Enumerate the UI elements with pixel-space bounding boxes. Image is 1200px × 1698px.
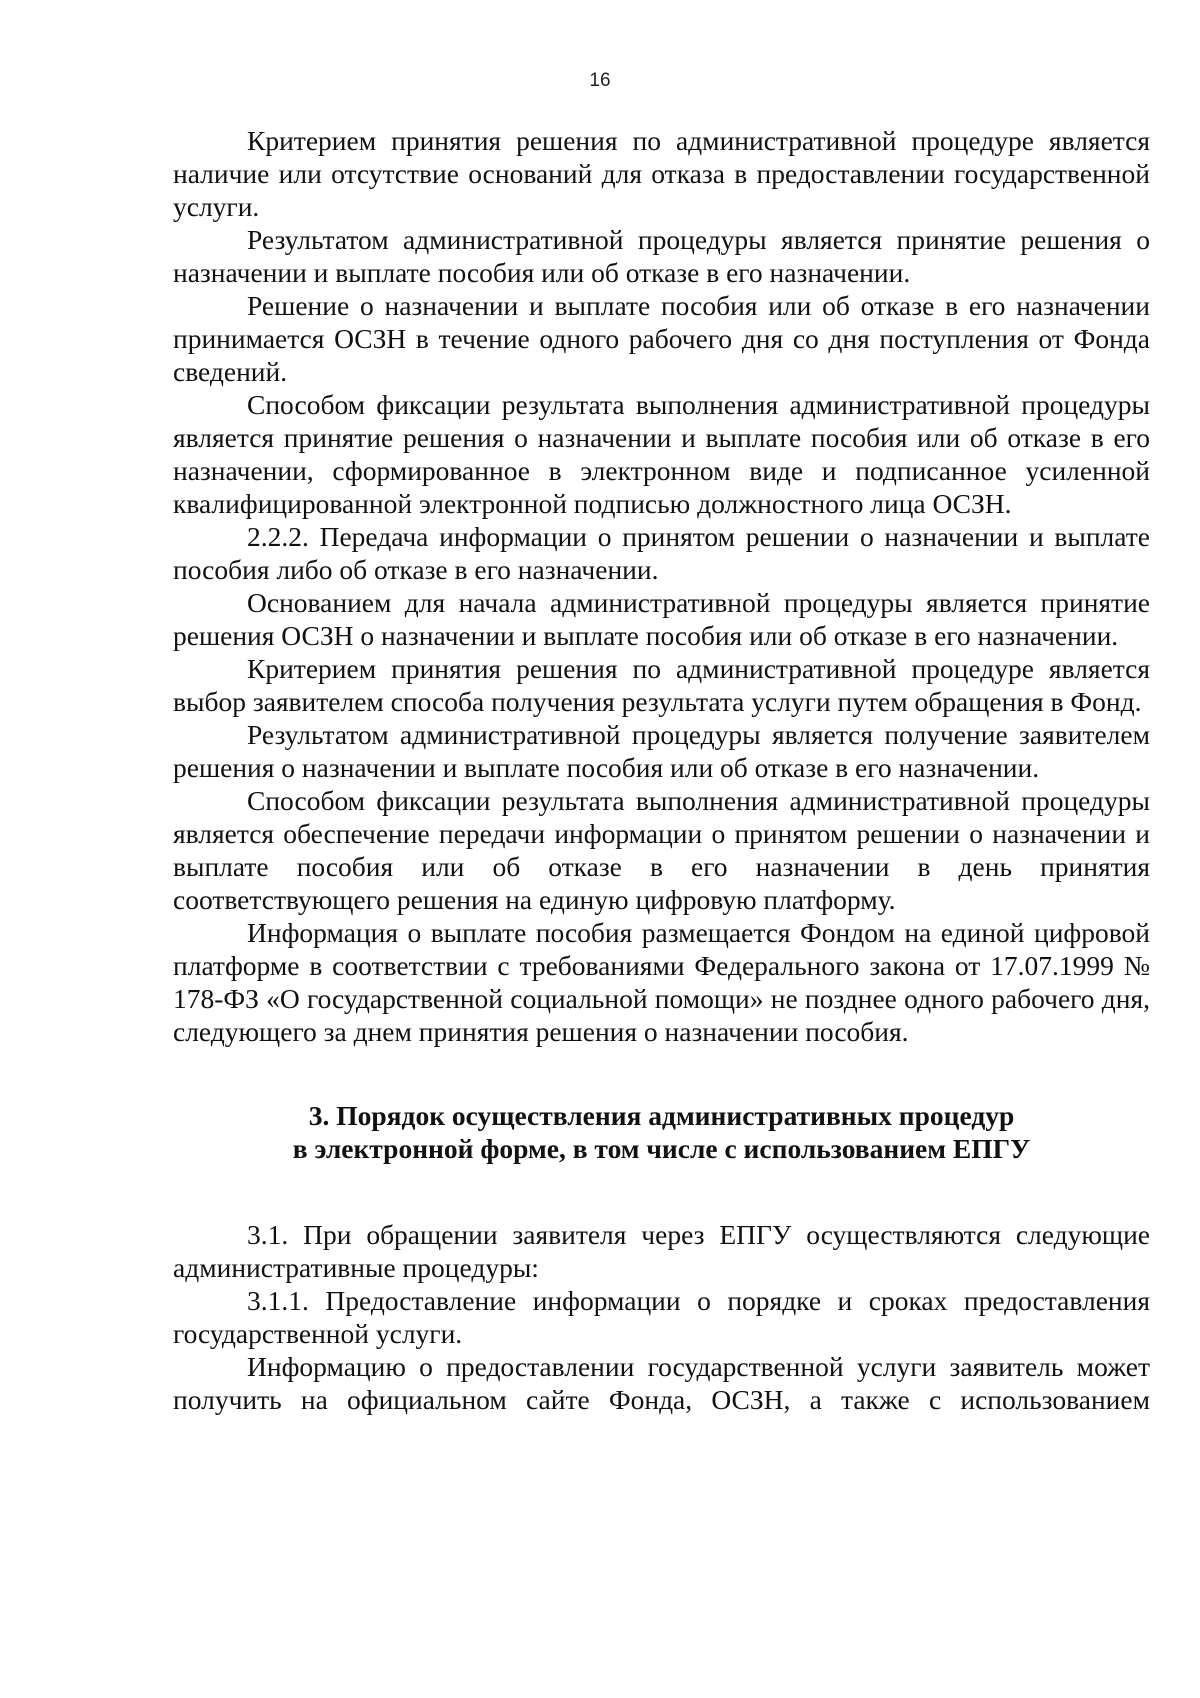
paragraph: Решение о назначении и выплате пособия или об отказе в его назначении принимается ОСЗН в течение одного рабочего дня со дня поступления от Фонда сведений.: [173, 290, 1150, 387]
paragraph: Информация о выплате пособия размещается Фондом на единой цифровой платформе в соответствии с требованиями Федерального закона от 17.07.1999 № 178-ФЗ «О государственной социальной помощи» не позднее одного рабочего дня, следующего за днем принятия решения о назначении пособия.: [173, 917, 1150, 1047]
paragraph: Основанием для начала административной процедуры является принятие решения ОСЗН о назначении и выплате пособия или об отказе в его назначении.: [173, 587, 1150, 651]
paragraph: Критерием принятия решения по административной процедуре является выбор заявителем способа получения результата услуги путем обращения в Фонд.: [173, 653, 1150, 717]
paragraph: Критерием принятия решения по административной процедуре является наличие или отсутствие оснований для отказа в предоставлении государственной услуги.: [173, 125, 1150, 222]
page-number: 16: [589, 70, 611, 91]
section-heading-line: 3. Порядок осуществления административных процедур: [308, 1100, 1015, 1131]
section-heading-line: в электронной форме, в том числе с использованием ЕПГУ: [292, 1133, 1031, 1164]
section-heading: [173, 1099, 1150, 1165]
paragraph: Способом фиксации результата выполнения административной процедуры является принятие решения о назначении и выплате пособия или об отказе в его назначении, сформированное в электронном виде и подписанное усиленной квалифицированной электронной подписью должностного лица ОСЗН.: [173, 389, 1150, 519]
paragraph: Результатом административной процедуры является получение заявителем решения о назначении и выплате пособия или об отказе в его назначении.: [173, 719, 1150, 783]
paragraph: Информацию о предоставлении государственной услуги заявитель может получить на официальном сайте Фонда, ОСЗН, а также с использованием: [173, 1351, 1150, 1415]
paragraph: 3.1. При обращении заявителя через ЕПГУ осуществляются следующие административные процедуры:: [173, 1219, 1150, 1283]
paragraph: Результатом административной процедуры является принятие решения о назначении и выплате пособия или об отказе в его назначении.: [173, 224, 1150, 288]
paragraph: 2.2.2. Передача информации о принятом решении о назначении и выплате пособия либо об отказе в его назначении.: [173, 521, 1150, 585]
paragraph: Способом фиксации результата выполнения административной процедуры является обеспечение передачи информации о принятом решении о назначении и выплате пособия или об отказе в его назначении в день принятия соответствующего решения на единую цифровую платформу.: [173, 785, 1150, 915]
paragraph: 3.1.1. Предоставление информации о порядке и сроках предоставления государственной услуги.: [173, 1285, 1150, 1349]
document-body: [173, 124, 1150, 1416]
